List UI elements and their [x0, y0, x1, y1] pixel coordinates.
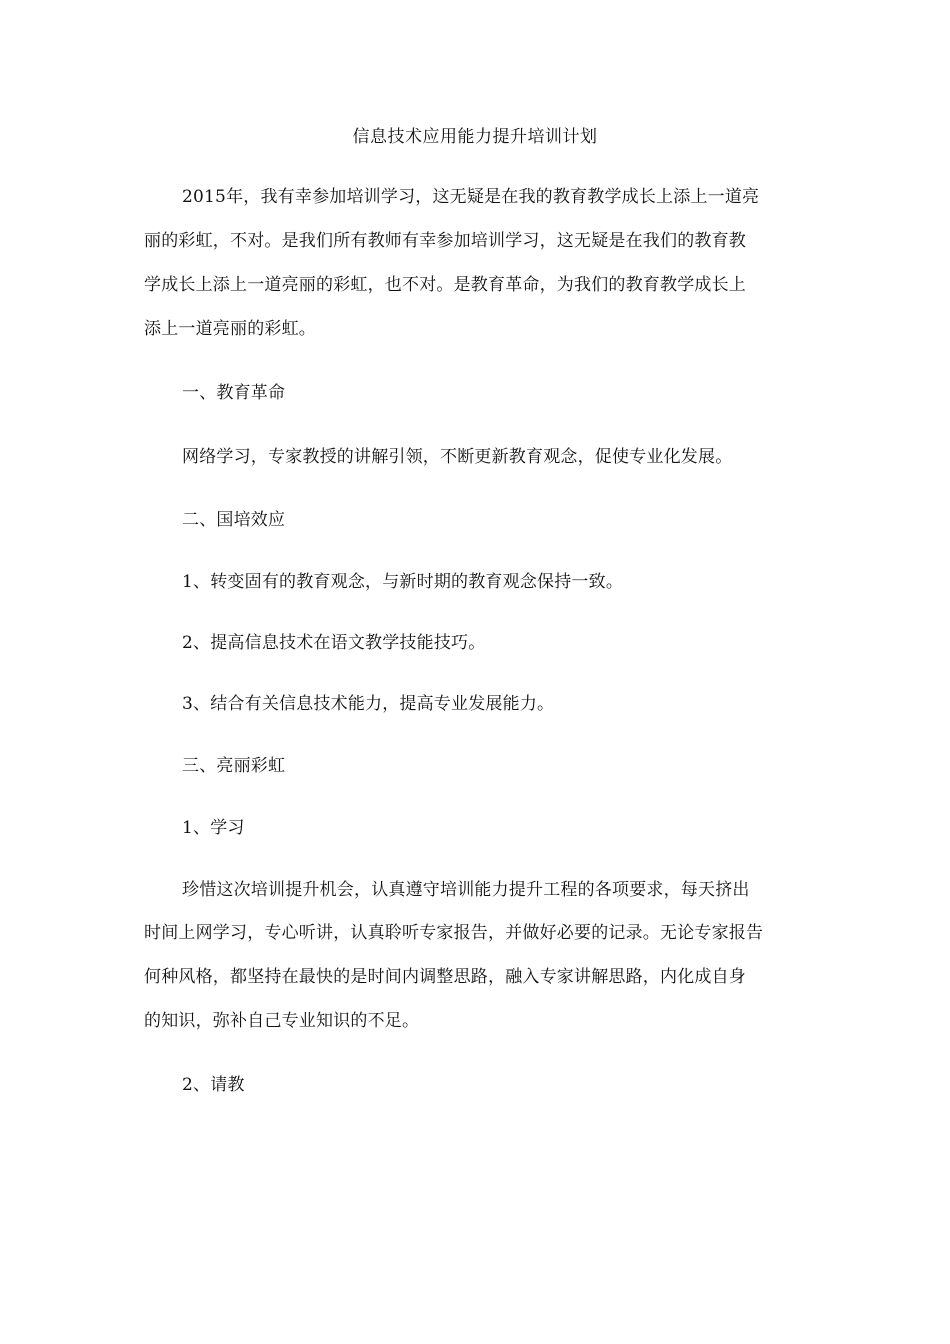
- paragraph-1-line-4: 添上一道亮丽的彩虹。: [144, 319, 316, 339]
- list-item-1: 1、转变固有的教育观念，与新时期的教育观念保持一致。: [182, 572, 624, 592]
- sub-heading-1: 1、学习: [182, 818, 245, 838]
- sub-heading-2: 2、请教: [182, 1075, 245, 1095]
- paragraph-3-line-2: 时间上网学习，专心听讲，认真聆听专家报告，并做好必要的记录。无论专家报告: [144, 923, 764, 943]
- paragraph-1-line-2: 丽的彩虹，不对。是我们所有教师有幸参加培训学习，这无疑是在我们的教育教: [144, 231, 746, 251]
- paragraph-3-line-1: 珍惜这次培训提升机会，认真遵守培训能力提升工程的各项要求，每天挤出: [182, 880, 750, 900]
- list-item-2: 2、提高信息技术在语文教学技能技巧。: [182, 633, 486, 653]
- heading-2: 二、国培效应: [182, 510, 286, 530]
- paragraph-1-line-3: 学成长上添上一道亮丽的彩虹，也不对。是教育革命，为我们的教育教学成长上: [144, 275, 746, 295]
- paragraph-1-line-1: 2015年，我有幸参加培训学习，这无疑是在我的教育教学成长上添上一道亮: [182, 187, 760, 207]
- paragraph-3-line-3: 何种风格，都坚持在最快的是时间内调整思路，融入专家讲解思路，内化成自身: [144, 967, 746, 987]
- heading-3: 三、亮丽彩虹: [182, 756, 286, 776]
- document-title: 信息技术应用能力提升培训计划: [352, 127, 598, 147]
- paragraph-2: 网络学习，专家教授的讲解引领，不断更新教育观念，促使专业化发展。: [182, 447, 733, 467]
- heading-1: 一、教育革命: [182, 383, 286, 403]
- list-item-3: 3、结合有关信息技术能力，提高专业发展能力。: [182, 694, 555, 714]
- paragraph-3-line-4: 的知识，弥补自己专业知识的不足。: [144, 1011, 420, 1031]
